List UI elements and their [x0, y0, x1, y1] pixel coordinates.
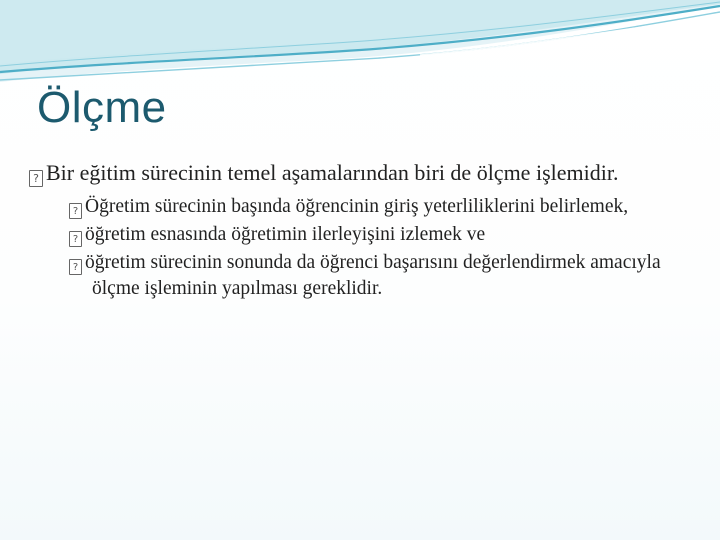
bullet-text: öğretim esnasında öğretimin ilerleyişini izlemek ve: [85, 224, 486, 245]
bullet-box-icon: ?: [69, 231, 82, 247]
header-wave-decoration: [0, 0, 720, 90]
bullet-text: Bir eğitim sürecinin temel aşamalarından biri de ölçme işlemidir.: [46, 160, 619, 185]
sub-bullet-item-2: [29, 222, 699, 248]
slide-body: [29, 157, 699, 302]
bullet-box-icon: ?: [69, 259, 82, 275]
bullet-text: öğretim sürecinin sonunda da öğrenci başarısını değerlendirmek amacıyla ölçme işleminin yapılması gereklidir.: [85, 252, 661, 299]
bullet-box-icon: ?: [69, 203, 82, 219]
bullet-text: Öğretim sürecinin başında öğrencinin giriş yeterliliklerini belirlemek,: [85, 196, 629, 217]
sub-bullet-item-1: [29, 194, 699, 220]
page-title: Ölçme: [37, 83, 167, 132]
bullet-box-icon: ?: [29, 170, 43, 187]
sub-bullet-item-3: [29, 250, 699, 302]
bullet-item-1: [29, 157, 699, 188]
